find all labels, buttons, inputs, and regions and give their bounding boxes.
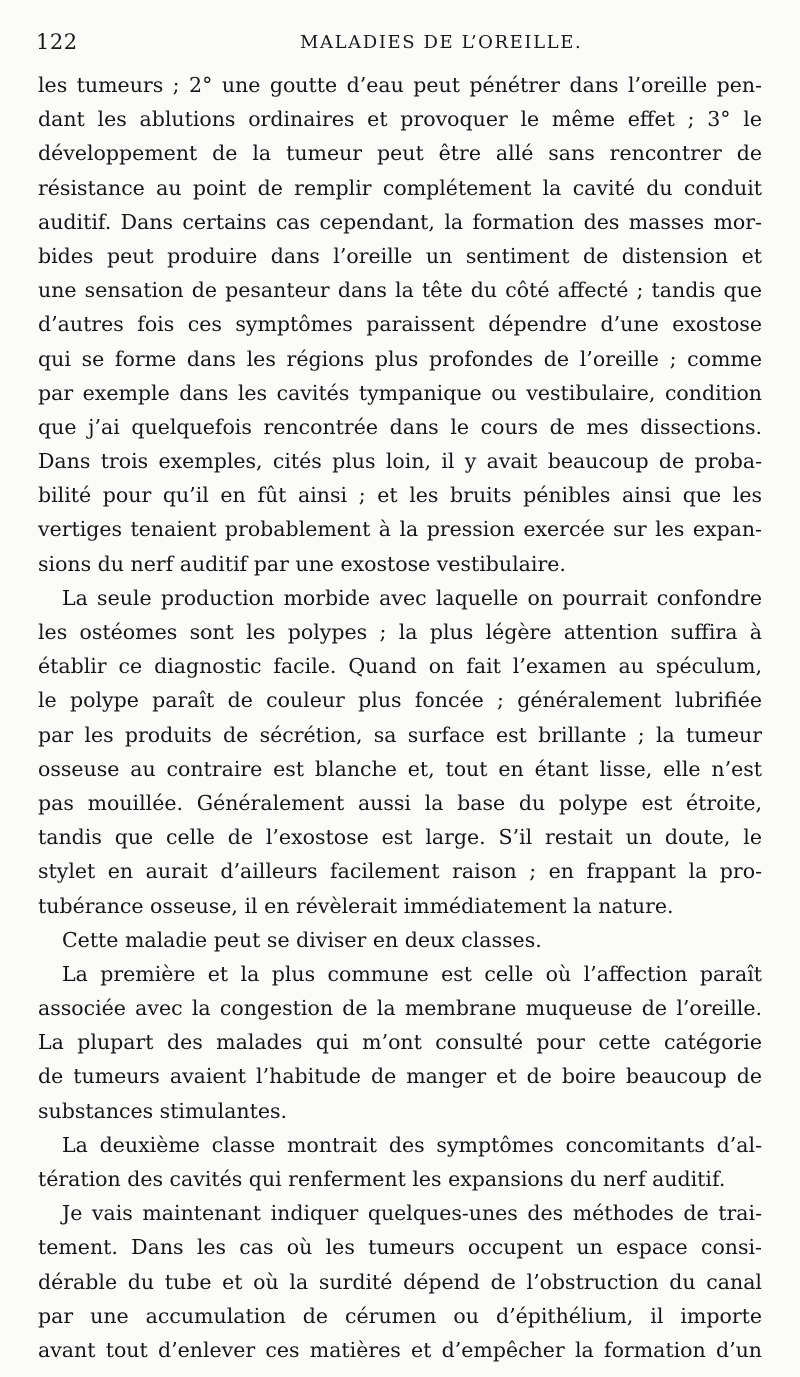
text-line: La plupart des malades qui m’ont consulté pour cette catégorie [38,1030,762,1055]
text-line: dérable du tube et où la surdité dépend de l’obstruction du canal [38,1269,762,1294]
text-line: Cette maladie peut se diviser en deux classes. [62,927,542,952]
text-line: développement de la tumeur peut être allé sans rencontrer de [38,141,762,166]
text-line: dant les ablutions ordinaires et provoquer le même effet ; 3° le [38,107,762,132]
text-line: tement. Dans les cas où les tumeurs occupent un espace consi- [38,1235,762,1260]
text-line: que j’ai quelquefois rencontrée dans le cours de mes dissections. [38,414,762,439]
body-text [38,68,762,1367]
text-line: stylet en aurait d’ailleurs facilement raison ; en frappant la pro- [38,859,762,884]
text-line: par une accumulation de cérumen ou d’épithélium, il importe [38,1303,762,1328]
text-line: Dans trois exemples, cités plus loin, il y avait beaucoup de proba- [38,449,762,474]
text-line: vertiges tenaient probablement à la pression exercée sur les expan- [38,517,762,542]
text-line: tération des cavités qui renferment les expansions du nerf auditif. [38,1167,726,1191]
text-line: le polype paraît de couleur plus foncée ; généralement lubrifiée [38,688,762,713]
text-line: osseuse au contraire est blanche et, tout en étant lisse, elle n’est [38,756,762,781]
text-line: tandis que celle de l’exostose est large. S’il restait un doute, le [38,825,762,850]
text-line: les tumeurs ; 2° une goutte d’eau peut pénétrer dans l’oreille pen- [38,73,762,97]
text-line: pas mouillée. Généralement aussi la base du polype est étroite, [38,790,762,815]
text-line: tubérance osseuse, il en révèlerait immédiatement la nature. [38,893,674,918]
text-line: La première et la plus commune est celle où l’affection paraît [62,961,762,986]
text-line: de tumeurs avaient l’habitude de manger et de boire beaucoup de [38,1064,762,1089]
text-line: établir ce diagnostic facile. Quand on fait l’examen au spéculum, [38,654,762,679]
text-line: par les produits de sécrétion, sa surface est brillante ; la tumeur [38,722,762,747]
text-line: qui se forme dans les régions plus profondes de l’oreille ; comme [38,346,762,371]
text-line: sions du nerf auditif par une exostose vestibulaire. [38,551,566,576]
text-line: La seule production morbide avec laquelle on pourrait confondre [62,585,762,610]
text-line: La deuxième classe montrait des symptômes concomitants d’al- [62,1132,762,1157]
text-line: Je vais maintenant indiquer quelques-unes des méthodes de trai- [62,1201,762,1226]
text-line: bides peut produire dans l’oreille un sentiment de distension et [38,243,762,268]
text-line: avant tout d’enlever ces matières et d’empêcher la formation d’un [38,1337,762,1362]
page-number: 122 [36,30,78,54]
text-line: bilité pour qu’il en fût ainsi ; et les bruits pénibles ainsi que les [38,483,762,508]
text-line: d’autres fois ces symptômes paraissent dépendre d’une exostose [38,312,762,337]
text-line: auditif. Dans certains cas cependant, la formation des masses mor- [38,209,762,234]
text-line: associée avec la congestion de la membrane muqueuse de l’oreille. [38,996,762,1021]
text-line: une sensation de pesanteur dans la tête du côté affecté ; tandis que [38,278,762,303]
text-line: résistance au point de remplir complétement la cavité du conduit [38,175,762,200]
text-line: substances stimulantes. [38,1098,288,1123]
text-line: par exemple dans les cavités tympanique ou vestibulaire, condition [38,380,762,405]
running-title: MALADIES DE L’OREILLE. [300,32,583,53]
page-header [36,30,766,60]
text-line: les ostéomes sont les polypes ; la plus légère attention suffira à [38,620,762,644]
